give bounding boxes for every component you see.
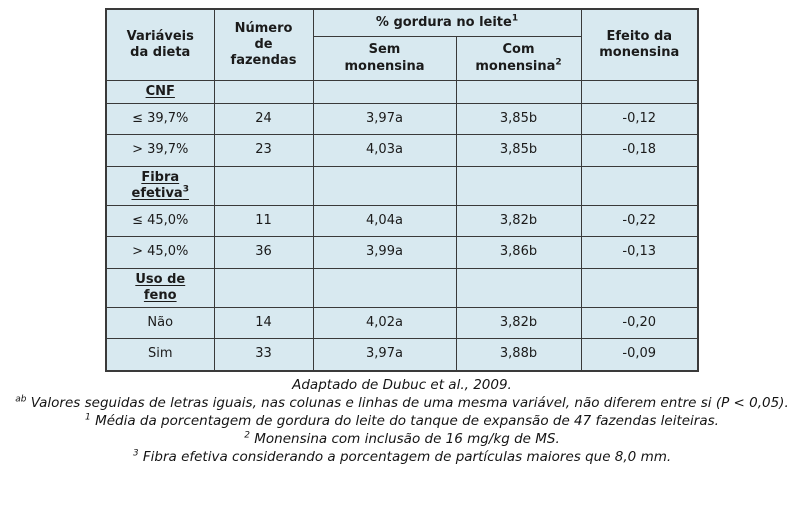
- cell-diet-label: Sim: [106, 339, 214, 371]
- cell-fat-com: 3,82b: [456, 308, 581, 339]
- header-fat-group-label: % gordura no leite: [375, 15, 512, 30]
- section-label-cnf: CNF: [145, 83, 175, 99]
- footnote-3: [6, 448, 798, 466]
- cell-effect: -0,18: [581, 135, 698, 166]
- cell-fat-sem: 4,04a: [313, 206, 456, 237]
- header-com-monensina: [456, 37, 581, 81]
- cell-fat-com: 3,85b: [456, 135, 581, 166]
- cell-effect: -0,13: [581, 237, 698, 268]
- table-row: [106, 135, 698, 166]
- header-variables-line2: da dieta: [130, 44, 191, 60]
- cell-farms-count: 33: [214, 339, 313, 371]
- cell-effect: -0,22: [581, 206, 698, 237]
- section-label-uso-de-feno: [135, 272, 185, 305]
- cell-farms-count: 14: [214, 308, 313, 339]
- header-effect: [581, 9, 698, 80]
- section-label-fibra-efetiva: [132, 170, 189, 203]
- cell-diet-label: > 45,0%: [106, 237, 214, 268]
- cell-farms-count: 11: [214, 206, 313, 237]
- footnote-1: [6, 412, 798, 430]
- empty-cell: [581, 166, 698, 206]
- table-row: [106, 206, 698, 237]
- footnote-2: [6, 430, 798, 448]
- table-row: [106, 339, 698, 371]
- cell-effect: -0,09: [581, 339, 698, 371]
- empty-cell: [214, 80, 313, 103]
- section-label-cell: [106, 80, 214, 103]
- header-sem-monensina: [313, 37, 456, 81]
- section-fibra-sup: 3: [182, 184, 189, 195]
- section-fibra-line1: Fibra: [141, 169, 180, 185]
- header-farms-line3: fazendas: [230, 53, 297, 68]
- empty-cell: [313, 268, 456, 308]
- header-variables: [106, 9, 214, 80]
- header-com-line2: monensina: [475, 58, 556, 74]
- cell-farms-count: 23: [214, 135, 313, 166]
- empty-cell: [456, 268, 581, 308]
- footnote-1-sup: 1: [85, 412, 91, 423]
- header-farms-line2: de: [254, 36, 273, 52]
- footnote-2-text: Monensina com inclusão de 16 mg/kg de MS.: [249, 430, 560, 447]
- empty-cell: [456, 80, 581, 103]
- footnote-ab-text: Valores seguidas de letras iguais, nas colunas e linhas de uma mesma variável, não diferem entre si (P < 0,05).: [26, 394, 789, 411]
- section-row-cnf: [106, 80, 698, 103]
- section-label-cell: [106, 268, 214, 308]
- section-row-fibra: [106, 166, 698, 206]
- header-sem-line2: monensina: [344, 58, 425, 74]
- footnotes: [0, 376, 804, 466]
- footnote-2-sup: 2: [244, 430, 250, 441]
- footnote-3-sup: 3: [132, 448, 139, 459]
- cell-effect: -0,12: [581, 104, 698, 135]
- cell-fat-com: 3,85b: [456, 104, 581, 135]
- cell-fat-sem: 4,03a: [313, 135, 456, 166]
- footnote-3-text: Fibra efetiva considerando a porcentagem de partículas maiores que 8,0 mm.: [138, 448, 672, 465]
- cell-fat-sem: 3,99a: [313, 237, 456, 268]
- cell-fat-com: 3,82b: [456, 206, 581, 237]
- empty-cell: [456, 166, 581, 206]
- cell-fat-com: 3,86b: [456, 237, 581, 268]
- footnote-1-text: Média da porcentagem de gordura do leite do tanque de expansão de 47 fazendas leiteiras.: [90, 412, 719, 429]
- cell-fat-sem: 3,97a: [313, 104, 456, 135]
- cell-fat-sem: 3,97a: [313, 339, 456, 371]
- cell-fat-sem: 4,02a: [313, 308, 456, 339]
- empty-cell: [214, 166, 313, 206]
- header-variables-line1: Variáveis: [126, 28, 194, 44]
- empty-cell: [313, 166, 456, 206]
- cell-effect: -0,20: [581, 308, 698, 339]
- cell-diet-label: > 39,7%: [106, 135, 214, 166]
- table-row: [106, 308, 698, 339]
- header-com-line1: Com: [502, 42, 535, 58]
- section-label-cell: [106, 166, 214, 206]
- cell-diet-label: ≤ 45,0%: [106, 206, 214, 237]
- table-row: [106, 104, 698, 135]
- header-farms: [214, 9, 313, 80]
- source-citation: Adaptado de Dubuc et al., 2009.: [292, 376, 512, 393]
- cell-diet-label: Não: [106, 308, 214, 339]
- header-effect-line2: monensina: [599, 44, 680, 60]
- header-effect-line1: Efeito da: [606, 28, 673, 44]
- section-row-feno: [106, 268, 698, 308]
- milk-fat-table: [105, 8, 699, 372]
- empty-cell: [313, 80, 456, 103]
- header-farms-line1: Número: [234, 20, 293, 36]
- footnote-ab-sup: ab: [15, 394, 27, 405]
- section-feno-line1: Uso de: [135, 271, 186, 287]
- footnote-ab: [6, 394, 798, 412]
- cell-farms-count: 24: [214, 104, 313, 135]
- header-sem-line1: Sem: [368, 42, 401, 58]
- cell-diet-label: ≤ 39,7%: [106, 104, 214, 135]
- empty-cell: [581, 268, 698, 308]
- header-row-1: [106, 9, 698, 37]
- section-feno-line2: feno: [143, 287, 177, 303]
- header-com-sup: 2: [555, 57, 562, 68]
- cell-fat-com: 3,88b: [456, 339, 581, 371]
- section-fibra-line2: efetiva: [131, 185, 183, 201]
- table-row: [106, 237, 698, 268]
- empty-cell: [581, 80, 698, 103]
- header-fat-group: [313, 9, 581, 37]
- cell-farms-count: 36: [214, 237, 313, 268]
- empty-cell: [214, 268, 313, 308]
- header-fat-group-sup: 1: [511, 13, 519, 24]
